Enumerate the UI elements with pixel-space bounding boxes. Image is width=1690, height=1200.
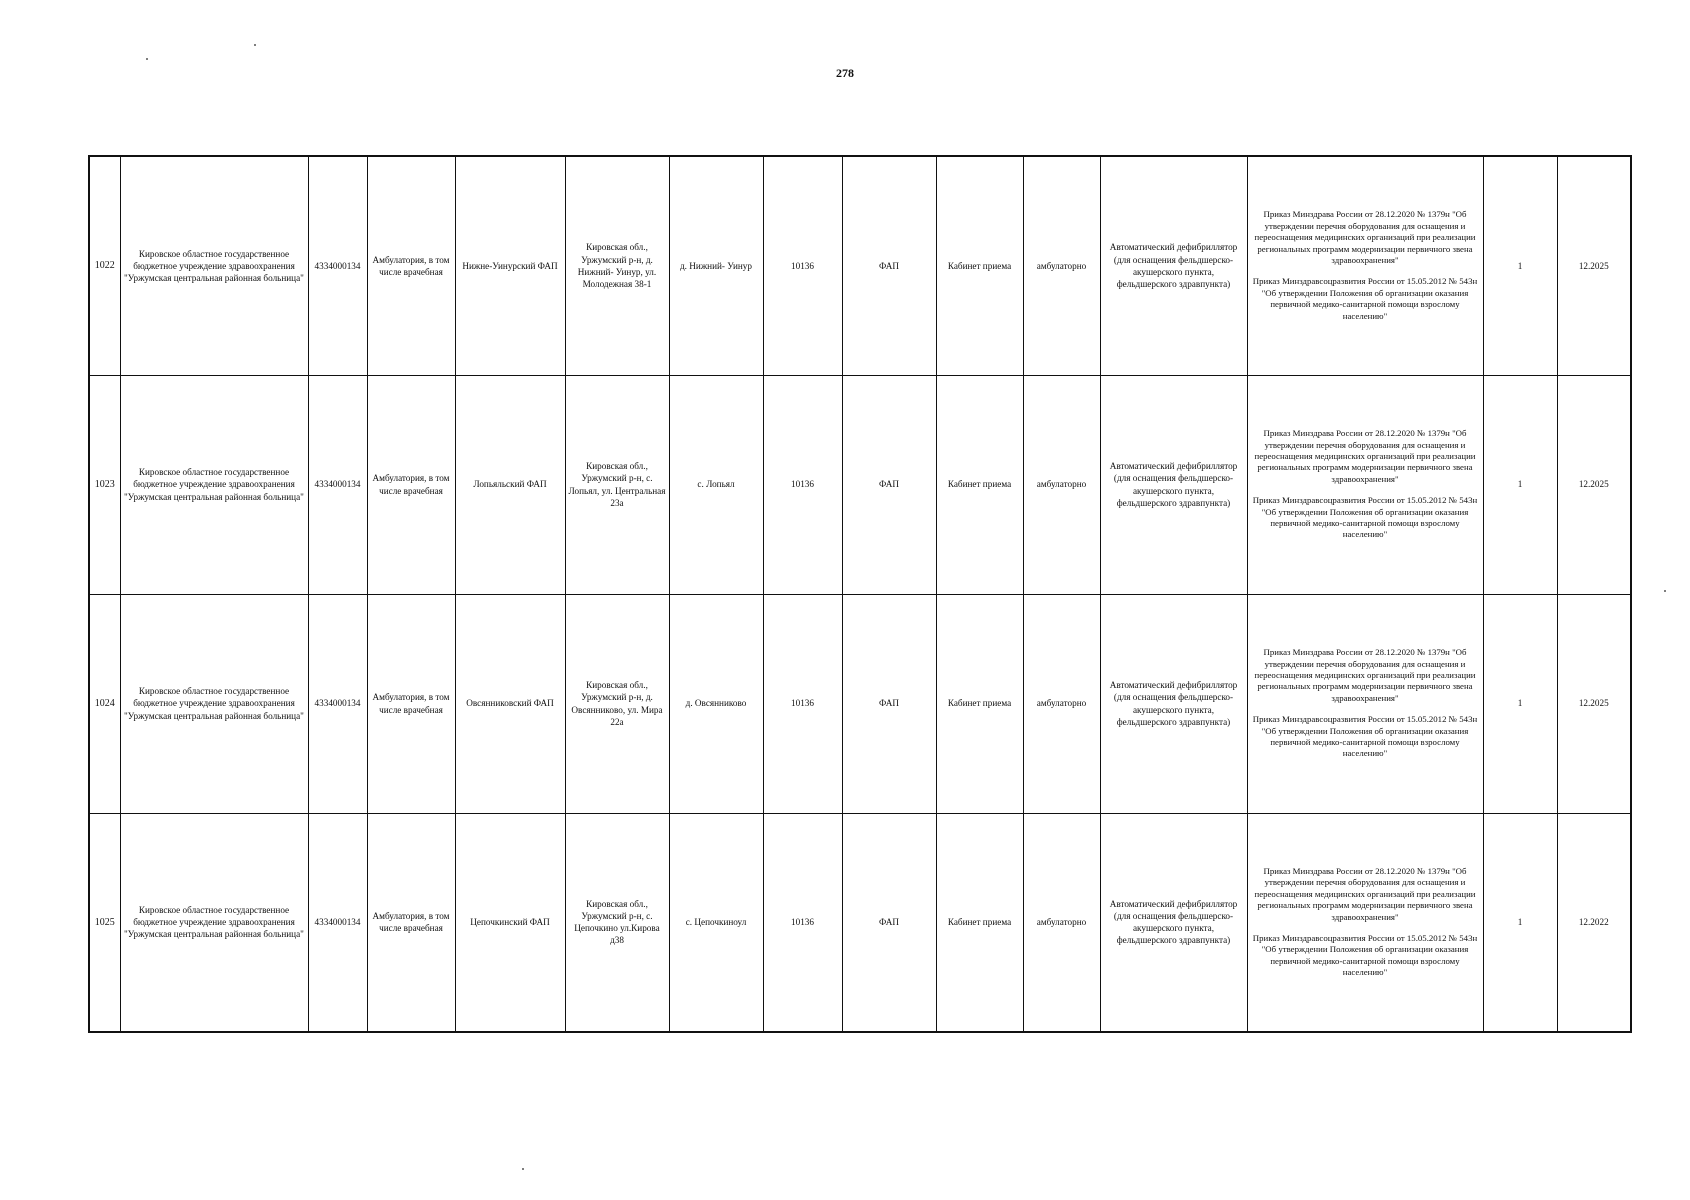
- scan-speck: [1664, 590, 1666, 592]
- mode-cell: амбулаторно: [1023, 594, 1100, 813]
- organization-cell: Кировское областное государственное бюджетное учреждение здравоохранения "Уржумская центральная районная больница": [120, 375, 308, 594]
- legal-basis-order-1: Приказ Минздрава России от 28.12.2020 № 1379н "Об утверждении перечня оборудования для оснащения и переоснащения медицинских организаций при реализации региональных программ модернизации первичного звена здравоохранения": [1254, 647, 1476, 703]
- unit-name-cell: Нижне-Уинурский ФАП: [455, 156, 565, 375]
- legal-basis-order-2: Приказ Минздравсоцразвития России от 15.05.2012 № 543н "Об утверждении Положения об организации оказания первичной медико-санитарной помощи взрослому населению": [1252, 495, 1478, 540]
- organization-cell: Кировское областное государственное бюджетное учреждение здравоохранения "Уржумская центральная районная больница": [120, 813, 308, 1032]
- legal-basis-order-2: Приказ Минздравсоцразвития России от 15.05.2012 № 543н "Об утверждении Положения об организации оказания первичной медико-санитарной помощи взрослому населению": [1252, 932, 1478, 978]
- legal-basis-order-1: Приказ Минздрава России от 28.12.2020 № 1379н "Об утверждении перечня оборудования для оснащения и переоснащения медицинских организаций при реализации региональных программ модернизации первичного звена здравоохранения": [1254, 209, 1476, 266]
- unit-name-cell: Овсянниковский ФАП: [455, 594, 565, 813]
- legal-basis-order-2: Приказ Минздравсоцразвития России от 15.05.2012 № 543н "Об утверждении Положения об организации оказания первичной медико-санитарной помощи взрослому населению": [1252, 714, 1478, 759]
- organization-cell: Кировское областное государственное бюджетное учреждение здравоохранения "Уржумская центральная районная больница": [120, 156, 308, 375]
- legal-basis-cell: [1247, 594, 1483, 813]
- facility-type-cell: Амбулатория, в том числе врачебная: [367, 813, 455, 1032]
- quantity-cell: 1: [1483, 156, 1557, 375]
- page-number: 278: [836, 66, 854, 80]
- equipment-cell: Автоматический дефибриллятор (для оснащения фельдшерско-акушерского пункта, фельдшерского здравпункта): [1100, 813, 1247, 1032]
- address-cell: Кировская обл., Уржумский р-н, с. Цепочкино ул.Кирова д38: [565, 813, 669, 1032]
- unit-name-cell: Цепочкинский ФАП: [455, 813, 565, 1032]
- equipment-cell: Автоматический дефибриллятор (для оснащения фельдшерско-акушерского пункта, фельдшерского здравпункта): [1100, 594, 1247, 813]
- inn-cell: 4334000134: [308, 594, 367, 813]
- scan-speck: [522, 1168, 524, 1170]
- legal-basis-order-1: Приказ Минздрава России от 28.12.2020 № 1379н "Об утверждении перечня оборудования для оснащения и переоснащения медицинских организаций при реализации региональных программ модернизации первичного звена здравоохранения": [1254, 428, 1476, 484]
- locality-cell: д. Овсянниково: [669, 594, 763, 813]
- kind-cell: ФАП: [842, 594, 936, 813]
- address-cell: Кировская обл., Уржумский р-н, д. Нижний- Уинур, ул. Молодежная 38-1: [565, 156, 669, 375]
- row-number: 1022: [89, 156, 120, 375]
- row-number: 1024: [89, 594, 120, 813]
- legal-basis-order-1: Приказ Минздрава России от 28.12.2020 № 1379н "Об утверждении перечня оборудования для оснащения и переоснащения медицинских организаций при реализации региональных программ модернизации первичного звена здравоохранения": [1254, 865, 1476, 922]
- table-row: [89, 594, 1631, 813]
- address-cell: Кировская обл., Уржумский р-н, д. Овсянниково, ул. Мира 22а: [565, 594, 669, 813]
- inn-cell: 4334000134: [308, 156, 367, 375]
- mode-cell: амбулаторно: [1023, 813, 1100, 1032]
- legal-basis-cell: [1247, 375, 1483, 594]
- scan-speck: [254, 44, 256, 46]
- locality-cell: с. Цепочкиноул: [669, 813, 763, 1032]
- room-cell: Кабинет приема: [936, 813, 1023, 1032]
- table-row: [89, 813, 1631, 1032]
- code-cell: 10136: [763, 375, 842, 594]
- date-cell: 12.2022: [1557, 813, 1631, 1032]
- facility-type-cell: Амбулатория, в том числе врачебная: [367, 156, 455, 375]
- inn-cell: 4334000134: [308, 375, 367, 594]
- facility-type-cell: Амбулатория, в том числе врачебная: [367, 375, 455, 594]
- row-number: 1023: [89, 375, 120, 594]
- legal-basis-cell: [1247, 156, 1483, 375]
- code-cell: 10136: [763, 813, 842, 1032]
- mode-cell: амбулаторно: [1023, 375, 1100, 594]
- equipment-table: [88, 155, 1632, 1033]
- row-number: 1025: [89, 813, 120, 1032]
- kind-cell: ФАП: [842, 813, 936, 1032]
- address-cell: Кировская обл., Уржумский р-н, с. Лопьял, ул. Центральная 23а: [565, 375, 669, 594]
- kind-cell: ФАП: [842, 156, 936, 375]
- table-row: [89, 156, 1631, 375]
- table-row: [89, 375, 1631, 594]
- facility-type-cell: Амбулатория, в том числе врачебная: [367, 594, 455, 813]
- quantity-cell: 1: [1483, 594, 1557, 813]
- date-cell: 12.2025: [1557, 156, 1631, 375]
- equipment-cell: Автоматический дефибриллятор (для оснащения фельдшерско-акушерского пункта, фельдшерского здравпункта): [1100, 156, 1247, 375]
- locality-cell: д. Нижний- Уинур: [669, 156, 763, 375]
- room-cell: Кабинет приема: [936, 375, 1023, 594]
- scan-speck: [146, 58, 148, 60]
- room-cell: Кабинет приема: [936, 594, 1023, 813]
- locality-cell: с. Лопьял: [669, 375, 763, 594]
- kind-cell: ФАП: [842, 375, 936, 594]
- unit-name-cell: Лопьяльский ФАП: [455, 375, 565, 594]
- room-cell: Кабинет приема: [936, 156, 1023, 375]
- quantity-cell: 1: [1483, 375, 1557, 594]
- date-cell: 12.2025: [1557, 375, 1631, 594]
- inn-cell: 4334000134: [308, 813, 367, 1032]
- equipment-cell: Автоматический дефибриллятор (для оснащения фельдшерско-акушерского пункта, фельдшерского здравпункта): [1100, 375, 1247, 594]
- legal-basis-cell: [1247, 813, 1483, 1032]
- legal-basis-order-2: Приказ Минздравсоцразвития России от 15.05.2012 № 543н "Об утверждении Положения об организации оказания первичной медико-санитарной помощи взрослому населению": [1252, 276, 1478, 321]
- date-cell: 12.2025: [1557, 594, 1631, 813]
- organization-cell: Кировское областное государственное бюджетное учреждение здравоохранения "Уржумская центральная районная больница": [120, 594, 308, 813]
- quantity-cell: 1: [1483, 813, 1557, 1032]
- code-cell: 10136: [763, 594, 842, 813]
- code-cell: 10136: [763, 156, 842, 375]
- mode-cell: амбулаторно: [1023, 156, 1100, 375]
